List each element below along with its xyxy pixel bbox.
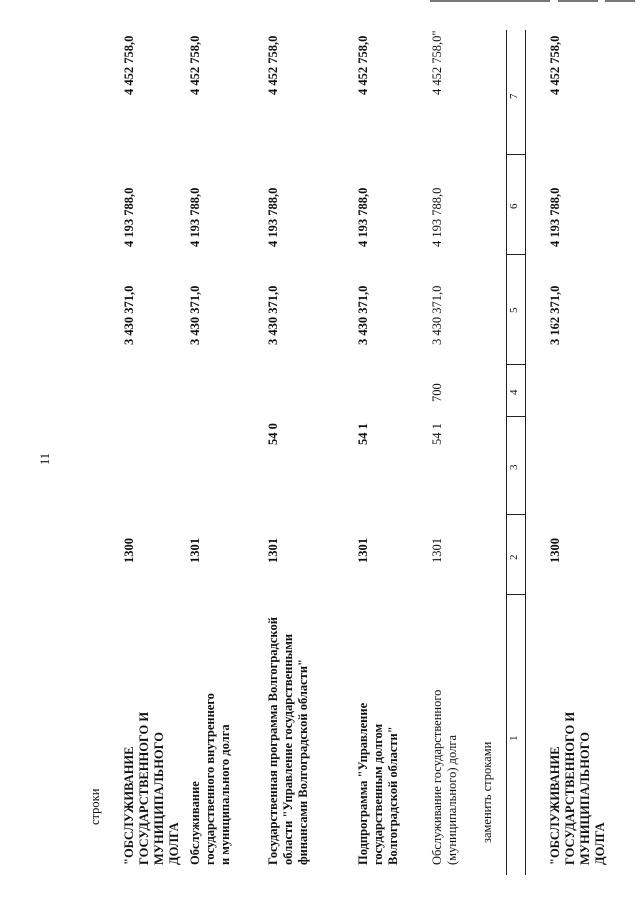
table-header-line: [525, 30, 526, 875]
col-divider: [506, 364, 525, 365]
col-divider: [506, 154, 525, 155]
cell-target: 54 0: [266, 423, 280, 445]
col-divider: [506, 416, 525, 417]
cell-year3: 4 452 758,0": [430, 30, 444, 95]
cell-year3: 4 452 758,0: [122, 35, 136, 95]
col-header-2: 2: [508, 554, 520, 560]
col-divider: [506, 594, 525, 595]
cell-year1: 3 430 371,0: [356, 285, 370, 345]
row-name: Обслуживание государственного внутреннего и муниципального долга: [188, 693, 232, 865]
cell-year2: 4 193 788,0: [122, 187, 136, 247]
col-header-7: 7: [508, 93, 520, 99]
col-header-1: 1: [508, 735, 520, 741]
cell-section: 1300: [122, 538, 136, 563]
col-divider: [506, 514, 525, 515]
table-top-line: [506, 30, 507, 875]
cell-year2: 4 193 788,0: [430, 187, 444, 247]
cell-section: 1301: [430, 538, 444, 563]
cell-target: 54 1: [430, 423, 444, 445]
row-name: Государственная программа Волгоградской области "Управление государственными финансами Волгоградской области": [266, 617, 310, 865]
col-header-6: 6: [508, 203, 520, 209]
replace-label: заменить строками: [480, 741, 494, 843]
cell-expense: 700: [430, 383, 444, 402]
row-name: "ОБСЛУЖИВАНИЕ ГОСУДАРСТВЕННОГО И МУНИЦИПАЛЬНОГО ДОЛГА: [122, 711, 181, 865]
cell-year3: 4 452 758,0: [548, 35, 562, 95]
cell-target: 54 1: [356, 423, 370, 445]
cell-year2: 4 193 788,0: [188, 187, 202, 247]
cell-section: 1301: [356, 538, 370, 563]
row-name: "ОБСЛУЖИВАНИЕ ГОСУДАРСТВЕННОГО И МУНИЦИПАЛЬНОГО ДОЛГА: [548, 711, 607, 865]
cell-year1: 3 430 371,0: [266, 285, 280, 345]
cell-year3: 4 452 758,0: [188, 35, 202, 95]
page-number: 11: [38, 452, 52, 465]
cell-year2: 4 193 788,0: [548, 187, 562, 247]
cell-year1: 3 430 371,0: [188, 285, 202, 345]
cell-year3: 4 452 758,0: [356, 35, 370, 95]
cell-year1: 3 430 371,0: [430, 285, 444, 345]
col-header-4: 4: [508, 389, 520, 395]
col-divider: [506, 254, 525, 255]
cell-year2: 4 193 788,0: [356, 187, 370, 247]
cell-section: 1301: [266, 538, 280, 563]
row-name: Обслуживание государственного (муниципального) долга: [430, 689, 459, 865]
col-header-5: 5: [508, 307, 520, 313]
cell-year1: 3 430 371,0: [122, 285, 136, 345]
col-header-3: 3: [508, 464, 520, 470]
cell-year2: 4 193 788,0: [266, 187, 280, 247]
cell-section: 1300: [548, 538, 562, 563]
cell-year3: 4 452 758,0: [266, 35, 280, 95]
cell-year1: 3 162 371,0: [548, 285, 562, 345]
row-name: Подпрограмма "Управление государственным долгом Волгоградской области": [356, 702, 400, 865]
cell-section: 1301: [188, 538, 202, 563]
intro-label: строки: [88, 788, 102, 825]
